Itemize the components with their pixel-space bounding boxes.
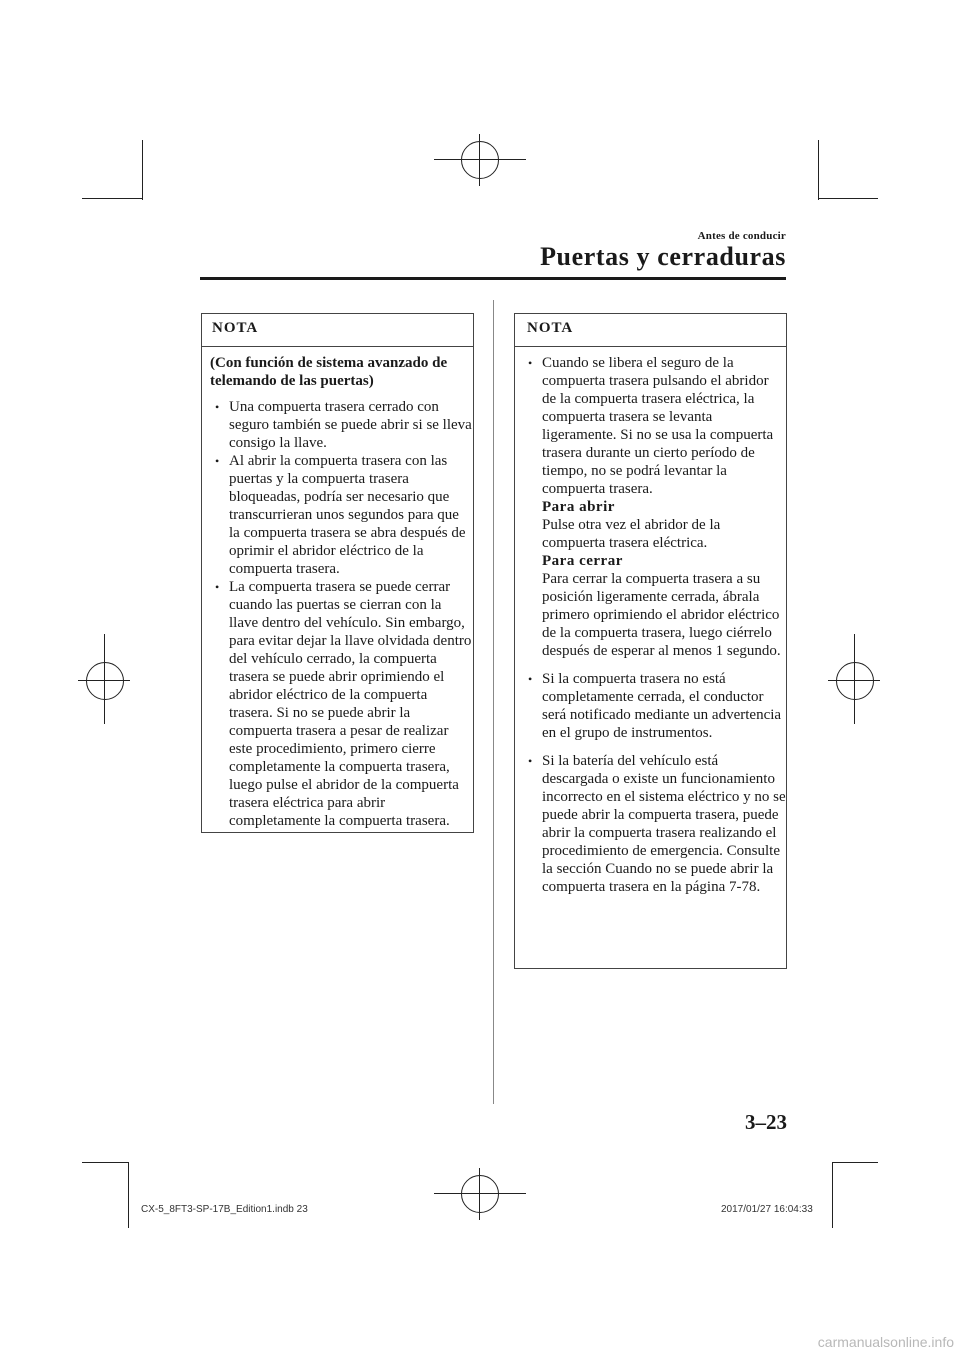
list-item: • Una compuerta trasera cerrado con seguro también se puede abrir si se lleva consigo la llave. — [215, 399, 472, 451]
note-list — [202, 398, 473, 830]
note-content — [202, 354, 473, 830]
bullet-icon: • — [528, 754, 533, 768]
footer-filename: CX-5_8FT3-SP-17B_Edition1.indb 23 — [141, 1204, 308, 1215]
bullet-icon: • — [215, 580, 220, 594]
list-item: • La compuerta trasera se puede cerrar cuando las puertas se cierran con la llave dentro del vehículo. Sin embargo, para evitar dejar la llave olvidada dentro del vehículo cerrado, la compuerta trasera se puede abrir oprimiendo el abridor eléctrico de la compuerta trasera. Si no se puede abrir la compuerta trasera a pesar de realizar este procedimiento, primero cierre completamente la compuerta trasera, luego pulse el abridor de la compuerta trasera eléctrica para abrir completamente la compuerta trasera. — [215, 579, 472, 829]
footer-timestamp: 2017/01/27 16:04:33 — [721, 1204, 813, 1215]
close-heading: Para cerrar — [542, 553, 623, 569]
bullet-icon: • — [528, 672, 533, 686]
note-content — [515, 354, 786, 896]
open-heading: Para abrir — [542, 499, 615, 515]
watermark: carmanualsonline.info — [817, 1334, 954, 1350]
header-divider — [200, 277, 786, 280]
list-item: • Cuando se libera el seguro de la compuerta trasera pulsando el abridor de la compuerta trasera eléctrica, la compuerta trasera se levanta ligeramente. Si no se usa la compuerta trasera durante un cierto período de tiempo, no se podrá levantar la compuerta trasera. Para abrir Pulse otra vez el abridor de la compuerta trasera eléctrica. Para cerrar Para cerrar la compuerta trasera a su posición ligeramente cerrada, ábrala primero oprimiendo el abridor eléctrico de la compuerta trasera, luego ciérrelo después de esperar al menos 1 segundo. — [515, 354, 786, 660]
list-item: • Si la batería del vehículo está descargada o existe un funcionamiento incorrecto en el sistema eléctrico y no se puede abrir la compuerta trasera, puede abrir la compuerta trasera realizando el procedimiento de emergencia. Consulte la sección Cuando no se puede abrir la compuerta trasera en la página 7-78. — [528, 753, 786, 895]
note-label: NOTA — [212, 320, 259, 336]
note-box-right — [514, 313, 787, 969]
note-box-left — [201, 313, 474, 833]
bullet-icon: • — [528, 356, 533, 370]
section-label: Antes de conducir — [697, 230, 786, 242]
bullet-icon: • — [215, 454, 220, 468]
note-list — [515, 354, 786, 896]
note-label: NOTA — [527, 320, 574, 336]
list-item: • Al abrir la compuerta trasera con las puertas y la compuerta trasera bloqueadas, podría ser necesario que transcurrieran unos segundos para que la compuerta trasera se abra después de oprimir el abridor eléctrico de la compuerta trasera. — [215, 453, 466, 577]
bullet-icon: • — [215, 400, 220, 414]
list-item: • Si la compuerta trasera no está completamente cerrada, el conductor será notificado mediante un advertencia en el grupo de instrumentos. — [528, 671, 782, 741]
page-title: Puertas y cerraduras — [540, 242, 786, 271]
column-divider — [493, 300, 494, 1104]
note-subheading: (Con función de sistema avanzado de telemando de las puertas) — [210, 355, 448, 389]
page-number: 3–23 — [745, 1110, 787, 1134]
